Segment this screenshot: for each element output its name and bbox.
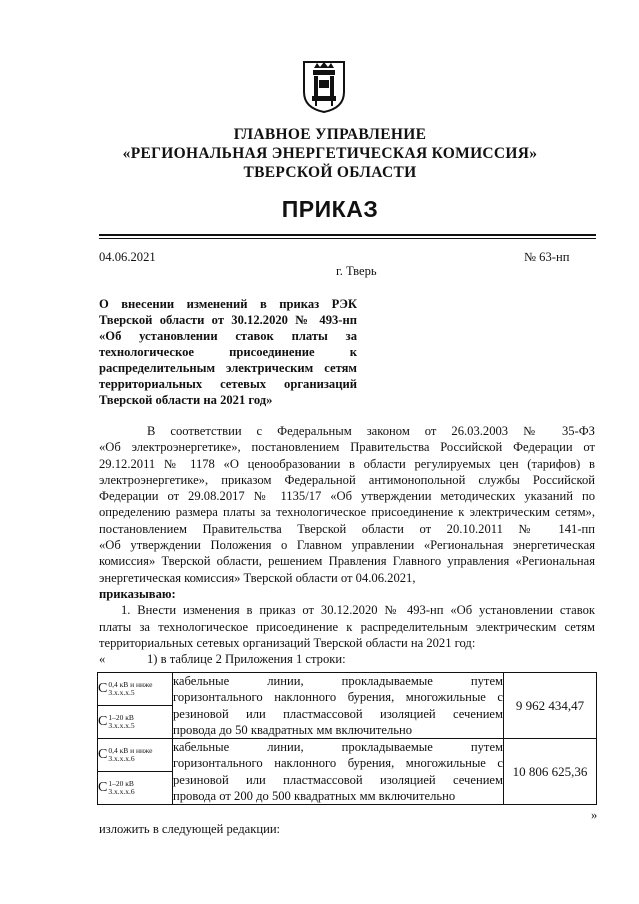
- code-index: 3.x.x.x.5: [108, 688, 135, 698]
- description-line: резиновой или пластмассовой изоляцией сечением: [173, 706, 503, 721]
- code-voltage: 1–20 кВ: [108, 779, 134, 789]
- description-line: провода до 50 квадратных мм включительно: [173, 722, 413, 737]
- amount-cell: 10 806 625,36: [504, 739, 597, 805]
- code-index: 3.x.x.x.6: [108, 787, 135, 797]
- code-symbol: C: [98, 780, 108, 796]
- document-type-title: ПРИКАЗ: [281, 196, 379, 222]
- open-quote: «: [99, 652, 106, 666]
- preamble-line: Федерации от 29.08.2017 № 1135/17 «Об утверждении методических указаний по: [99, 489, 595, 504]
- order-date: 04.06.2021: [99, 250, 156, 264]
- code-voltage: 0,4 кВ и ниже: [108, 746, 153, 756]
- description-line: кабельные линии, прокладываемые путем: [173, 740, 503, 755]
- order-word: приказываю:: [99, 586, 176, 601]
- preamble-line: электроэнергетике», приказом Федеральной антимонопольной службы Российской: [99, 472, 595, 487]
- code-cell: [98, 673, 173, 706]
- preamble-line: 29.12.2011 № 1178 «О ценообразовании в области регулируемых цен (тарифов) в: [99, 456, 595, 471]
- order-subject: [99, 296, 357, 408]
- subject-line: технологическое присоединение к: [99, 345, 357, 359]
- code-cell: [98, 772, 173, 805]
- order-number: № 63-нп: [524, 250, 570, 264]
- header-rule: [99, 234, 596, 236]
- subject-line: «Об установлении ставок платы за: [99, 329, 357, 343]
- description-line: резиновой или пластмассовой изоляцией сечением: [173, 772, 503, 787]
- amount-cell: 9 962 434,47: [504, 673, 597, 739]
- sub-item-1: 1) в таблице 2 Приложения 1 строки:: [147, 652, 346, 667]
- closing-line: изложить в следующей редакции:: [99, 822, 281, 836]
- subject-line: Тверской области на 2021 год»: [99, 393, 273, 407]
- description-cell: [173, 739, 504, 805]
- preamble-line: «Об электроэнергетике», постановлением Правительства Российской Федерации от: [99, 440, 595, 455]
- order-city: г. Тверь: [336, 264, 377, 278]
- close-quote: »: [591, 808, 598, 822]
- code-cell: [98, 706, 173, 739]
- code-symbol: C: [98, 747, 108, 763]
- preamble-line: определению размера платы за технологическое присоединение к электрическим сетям»,: [99, 505, 595, 520]
- code-symbol: C: [98, 714, 108, 730]
- code-index: 3.x.x.x.6: [108, 754, 135, 764]
- preamble-line: постановлением Правительства Тверской области от 20.10.2011 № 141-пп: [99, 521, 595, 536]
- subject-line: распределительным электрическим сетям: [99, 361, 357, 375]
- header-line-1: ГЛАВНОЕ УПРАВЛЕНИЕ: [233, 126, 427, 143]
- header-line-2: «РЕГИОНАЛЬНАЯ ЭНЕРГЕТИЧЕСКАЯ КОМИССИЯ»: [122, 145, 538, 162]
- preamble-line: энергетическая комиссия» Тверской области от 04.06.2021,: [99, 570, 416, 585]
- subject-line: О внесении изменений в приказ РЭК: [99, 297, 357, 311]
- item-1-line: 1. Внести изменения в приказ от 30.12.2020 № 493-нп «Об установлении ставок: [121, 603, 595, 618]
- coat-of-arms-icon: [300, 58, 348, 114]
- header-line-3: ТВЕРСКОЙ ОБЛАСТИ: [243, 164, 417, 181]
- preamble-line: В соответствии с Федеральным законом от 26.03.2003 № 35-ФЗ: [147, 424, 595, 438]
- header-rule-thin: [99, 238, 596, 239]
- tariff-table: [97, 672, 597, 805]
- description-line: кабельные линии, прокладываемые путем: [173, 674, 503, 688]
- description-line: провода от 200 до 500 квадратных мм включительно: [173, 789, 456, 804]
- description-cell: [173, 673, 504, 739]
- code-cell: [98, 739, 173, 772]
- item-1-line: платы за технологическое присоединение к распределительным электрическим сетям: [99, 619, 595, 634]
- description-line: горизонтального наклонного бурения, многожильные с: [173, 690, 503, 705]
- code-voltage: 1–20 кВ: [108, 713, 134, 723]
- code-index: 3.x.x.x.5: [108, 721, 135, 731]
- preamble-paragraph: [99, 423, 595, 667]
- table-row: [98, 739, 597, 772]
- preamble-line: комиссия» Тверской области, решением Правления Главного управления «Региональная: [99, 554, 595, 569]
- code-symbol: C: [98, 680, 108, 696]
- subject-line: Тверской области от 30.12.2020 № 493-нп: [99, 313, 357, 327]
- code-voltage: 0,4 кВ и ниже: [108, 680, 153, 690]
- description-line: горизонтального наклонного бурения, многожильные с: [173, 756, 503, 771]
- subject-line: территориальных сетевых организаций: [99, 377, 357, 391]
- preamble-line: «Об утверждении Положения о Главном управлении «Региональная энергетическая: [99, 538, 595, 553]
- table-row: [98, 673, 597, 706]
- item-1-line: территориальных сетевых организаций Тверской области на 2021 год:: [99, 635, 476, 650]
